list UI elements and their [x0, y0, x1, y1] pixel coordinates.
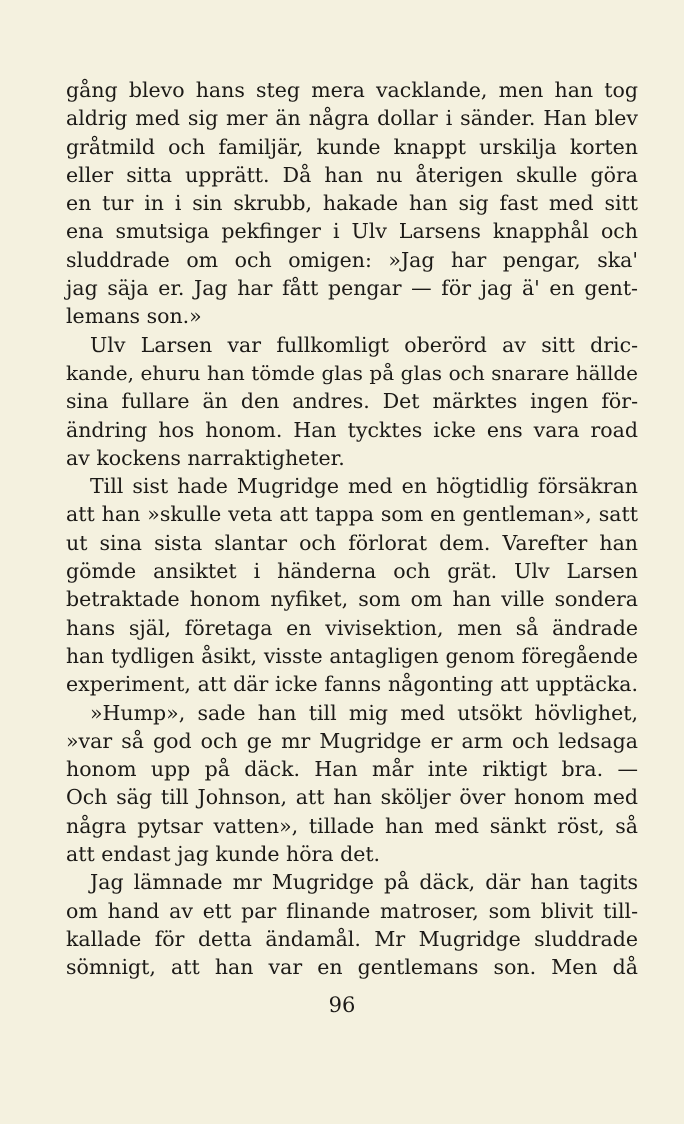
text-line: kallade för detta ändamål. Mr Mugridge sluddrade: [66, 926, 638, 951]
text-line: att endast jag kunde höra det.: [66, 842, 381, 867]
text-line: gång blevo hans steg mera vacklande, men han tog: [66, 78, 638, 102]
text-line: gömde ansiktet i händerna och grät. Ulv Larsen: [66, 559, 638, 584]
text-line: Och säg till Johnson, att han sköljer över honom med: [66, 785, 638, 810]
paragraph: [66, 472, 638, 698]
text-line: gråtmild och familjär, kunde knappt urskilja korten: [66, 134, 638, 159]
text-line: ut sina sista slantar och förlorat dem. Varefter han: [66, 530, 638, 555]
text-line: att han »skulle veta att tappa som en gentleman», satt: [66, 502, 638, 527]
text-line: experiment, att där icke fanns någonting att upptäcka.: [66, 672, 638, 697]
text-line: honom upp på däck. Han mår inte riktigt bra. —: [66, 757, 638, 782]
text-line: lemans son.»: [66, 304, 202, 329]
paragraph: [66, 699, 638, 869]
paragraph: [66, 76, 638, 331]
text-line: sömnigt, att han var en gentlemans son. Men då: [66, 955, 638, 980]
text-line: kande, ehuru han tömde glas på glas och snarare hällde: [66, 360, 638, 385]
page-number: 96: [328, 993, 356, 1017]
text-line: Till sist hade Mugridge med en högtidlig försäkran: [90, 474, 638, 499]
text-line: Jag lämnade mr Mugridge på däck, där han tagits: [90, 870, 638, 895]
text-line: ändring hos honom. Han tycktes icke ens vara road: [66, 417, 638, 442]
text-line: av kockens narraktigheter.: [66, 445, 345, 470]
text-line: »Hump», sade han till mig med utsökt hövlighet,: [90, 700, 638, 725]
book-page-text: [66, 76, 638, 982]
text-line: jag säja er. Jag har fått pengar — för jag ä' en gent-: [66, 276, 638, 301]
text-line: en tur in i sin skrubb, hakade han sig fast med sitt: [66, 191, 638, 216]
text-line: ena smutsiga pekfinger i Ulv Larsens knapphål och: [66, 219, 638, 244]
paragraph: [66, 868, 638, 981]
text-line: »var så god och ge mr Mugridge er arm och ledsaga: [66, 728, 638, 753]
text-line: Ulv Larsen var fullkomligt oberörd av sitt dric-: [90, 332, 638, 357]
text-line: aldrig med sig mer än några dollar i sänder. Han blev: [66, 106, 638, 131]
text-line: några pytsar vatten», tillade han med sänkt röst, så: [66, 813, 638, 838]
text-line: om hand av ett par flinande matroser, som blivit till-: [66, 898, 638, 923]
text-line: betraktade honom nyfiket, som om han ville sondera: [66, 587, 638, 612]
text-line: eller sitta upprätt. Då han nu återigen skulle göra: [66, 162, 638, 187]
text-line: sina fullare än den andres. Det märktes ingen för-: [66, 389, 638, 414]
text-line: hans själ, företaga en vivisektion, men så ändrade: [66, 615, 638, 640]
text-line: han tydligen åsikt, visste antagligen genom föregående: [66, 643, 638, 668]
paragraph: [66, 331, 638, 472]
text-line: sluddrade om och omigen: »Jag har pengar, ska': [66, 247, 638, 272]
